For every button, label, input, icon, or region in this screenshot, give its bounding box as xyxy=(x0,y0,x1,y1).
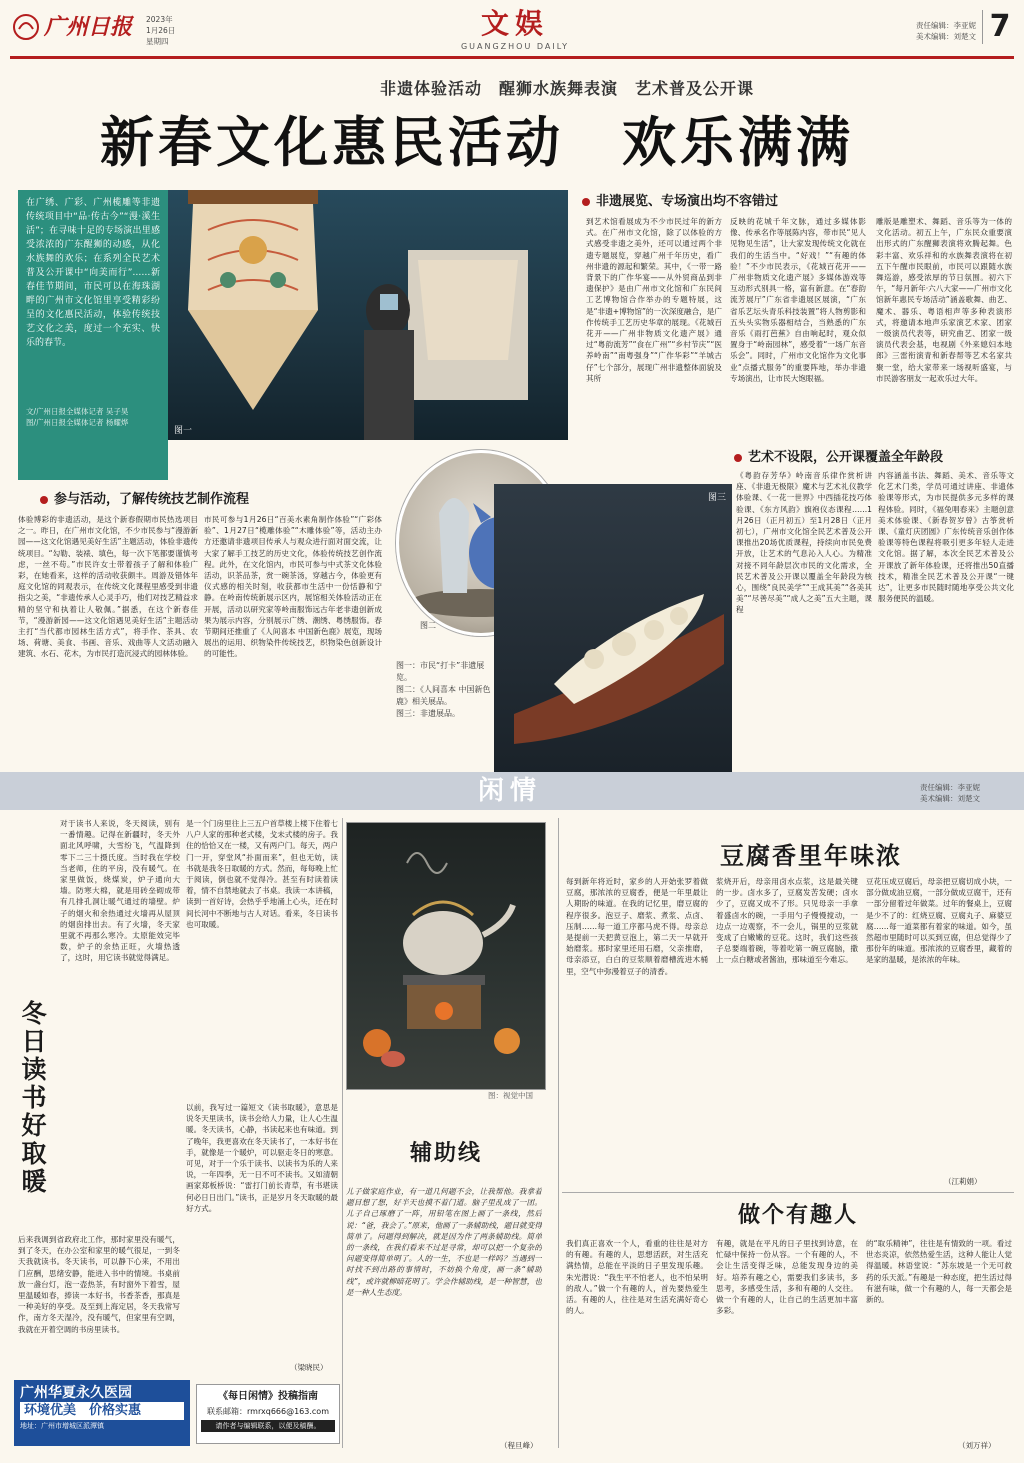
leisure-editors xyxy=(920,782,1016,804)
date-month-day: 1月26日 xyxy=(146,26,176,35)
teapot-stove-illustration xyxy=(347,823,545,1089)
issue-date xyxy=(146,14,206,47)
interest-title: 做个有趣人 xyxy=(738,1202,859,1228)
photo-exhibition-visitor xyxy=(168,190,568,440)
art-editor-name: 美术编辑：刘楚文 xyxy=(916,32,976,41)
newspaper-logo xyxy=(12,12,140,42)
participate-col1: 体验博彩的非遗活动，是这个新春假期市民热选项目之一。昨日，在广州市文化馆，不少市民参与“漫游新园——这文化馆遇见美好生活”主题活动，体验非遗传统项目。“勾勒、装裱、填色，每一次下笔都要谨慎考虑，一丝不苟。”市民许女士带着孩子了解和体验广彩，在她看来，这样的活动收获颇丰。周游及错体年庭文化馆的同观表示，在传统文化课程里感受到非遗指尖之美，“非遗传承人心灵手巧，他们对技艺精益求精的坚守和执着让人敬佩。”据悉，在这个新春佳节，“漫游新园——这文化馆遇见美好生活”主题活动主打“当代都市园林生活方式”，将手作、茶具、农场、荷塘、美食、书画、音乐、戏曲等人文活动融入建筑、水石、花木，为市民打造沉浸式的园林体验。 xyxy=(18,515,198,659)
interest-col2: 有趣，就是在平凡的日子里找到诗意，在忙碌中保持一份从容。一个有趣的人，不会让生活变得乏味，总能发现身边的美好。培养有趣之心，需要我们多读书，多思考，多感受生活，多和有趣的人交往。做一个有趣的人，让自己的生活更加丰富多彩。 xyxy=(716,1239,858,1316)
participate-col2: 市民可参与1月26日“百美水素角制作体验”“广彩体验”、1月27日“榄雕体验”“木雕体验”等，活动主办方还邀请非遗项目传承人与观众进行面对面交流，让大家了解手工技艺的历史文化，体验传统技艺创作流程。此外，在文化馆内，市民可参与中式茶文化体验活动，识茶品茶，赏一碗茶汤，穿越古今，体验更有仪式感的相关时刻，收获都市生活中一份恬静和宁静。在岭南传统新展示区内，展馆相关体验活动正在开展，活动以研究家等岭南服饰远古年老非遗创新成果为展示内容，分别展示广绣、潮绣、粤绣服饰。春节期间还推重了《人间喜本 中国新色鹿》展览，现场展出的运用、织物染件传统技艺，织物染色创新设计的可能性。 xyxy=(204,515,382,659)
caption-fig1: 图一：市民“打卡”非遗展览。 xyxy=(396,661,485,682)
participate-heading-text: 参与活动，了解传统技艺制作流程 xyxy=(54,492,250,507)
winter-author: （梁晓民） xyxy=(290,1363,328,1372)
interest-col3: 的“取乐精神”，往往是有情致的一项。看过世态炎凉，依然热爱生活，这种人能让人觉得温暖。林语堂说：“苏东坡是一个无可救药的乐天派。”有趣是一种态度，把生活过得有滋有味，做一个有趣的人，每一天都会是新的。 xyxy=(866,1239,1012,1305)
masthead xyxy=(0,0,1024,60)
page-number: 7 xyxy=(982,10,1017,44)
fuzhu-author: （程旦峰） xyxy=(500,1441,538,1450)
editor-credits xyxy=(896,20,976,42)
art-col1: 《粤韵存芳华》岭南音乐律作赏析讲座、《非遗无极限》魔术与艺术礼仪教学体验课、《一花一世界》中西插花技巧体验课、《东方风韵》旗袍仪态课程……1月26日（正月初五）至1月28日（正月初七），广州市文化馆全民艺术普及公开课推出20场优质课程，持续向市民免费开放，让艺术的气息沁入人心。为精准对接不同年龄层次市民的文化需求，全民艺术普及公开课以覆盖全年龄段为核心，围绕“良民美学”“王成其美”“各美其美”“尽善尽美”“成人之美”五大主题，课程 xyxy=(736,471,872,615)
section-title-en: GUANGZHOU DAILY xyxy=(460,42,570,51)
exhibit-col1: 到艺术馆看展成为不少市民过年的新方式。在广州市文化馆，除了以体验的方式感受非遗之美外，还可以通过两个非遗专题展览，穿越广州千年历史，看广州非遗的源起和繁荣。其中，《一带一路背景下的广作华宴——从外贸商品到非遗保护》是由广州市文化馆和广东民间工艺博物馆合作举办的专题特展，这是“非遗+博物馆”的一次深度融合，是广作传统手工艺历史华章的展现。《花城百花开——广州非物质文化遗产展》通过“粤韵流芳”“食在广州”“乡村节庆”“医养岭南”“南粤强身”“广作华彩”“羊城古仔”七个部分，展现广州非遗整体面貌及其所 xyxy=(586,217,722,383)
headline-kicker: 非遗体验活动 醒狮水族舞表演 艺术普及公开课 xyxy=(380,79,755,98)
photo-teapot xyxy=(346,822,546,1090)
logo-emblem-icon xyxy=(12,13,40,41)
divider-vertical xyxy=(342,818,343,1448)
art-heading-text: 艺术不设限，公开课覆盖全年龄段 xyxy=(748,450,944,465)
interest-author: （刘万祥） xyxy=(958,1441,996,1450)
winter-col4: 以前，我写过一篇短文《读书取暖》，意思是说冬天里读书，读书会给人力量，让人心生温暖。冬天读书，心静，书读起来也有味道。到了晚年，我更喜欢在冬天读书了，一本好书在手，就像是一个暖炉，可以驱走冬日的寒意。可见，对于一个乐于读书、以读书为乐的人来说，一年四季，无一日不可不读书。又如清朝画家郑板桥说：“雷打门前长青草，有书堪读何必日日出门。”读书，正是岁月冬天取暖的最好方式。 xyxy=(186,1103,338,1213)
divider-vertical xyxy=(558,818,559,1448)
fig2-label: 图二 xyxy=(420,621,436,630)
exhibit-col3: 雕版是雕塑术、舞蹈、音乐等为一体的文化活动。初五上午，广东民众重要演出形式的广东醒狮表演将欢腾起舞。色彩丰富、欢乐祥和的水族舞表演将在初五下午醒市民眼前，市民可以跟随水族舞巡游，感受浓厚的节日氛围。初六下午，“每月新年·六八大家——广州市文化馆新年惠民专场活动”涵盖歌舞、曲艺、魔术、器乐、粤语相声等多种表演形式，将邀请本地声乐家演艺术家、团家一级演员代表等，研究曲艺、团家一级演员代表会基，电视剧《外来媳妇本地郎》三雷衔演青和新春帮等艺术名家共聚一堂，给大家带来一场视听盛宴，与市民游客朋友一起欢乐过大年。 xyxy=(876,217,1012,383)
section-title xyxy=(440,6,590,51)
tofu-author: （江莉娟） xyxy=(944,1177,982,1186)
bullet-icon xyxy=(40,496,48,504)
submission-note: 请作者与编辑联系，以便及稿酬。 xyxy=(201,1420,335,1432)
caption-fig3: 图三：非遗展品。 xyxy=(396,709,460,718)
hospital-name: 广州华夏永久医园 xyxy=(20,1385,132,1401)
fuzhu-text: 儿子做家庭作业，有一道几何题不会，让我帮他。我拿着题目想了想，好半天也摸不着门道。脑子里乱成了一团。儿子自己琢磨了一阵，用铅笔在图上画了一条线，然后说：“爸，我会了。”原来，他画了一条辅助线，题目就变得简单了。问题得到解决，就是因为作了两条辅助线。简单的一条线，在我们看来不过是寻常，却可以把一个复杂的问题变得简单明了。人的一生，不也是一样吗？当遇到一时找不到出路的事情时，不妨换个角度，画一条“辅助线”，或许就柳暗花明了。学会作辅助线，是一种智慧，也是一种人生态度。 xyxy=(346,1187,542,1297)
hospital-ad xyxy=(14,1380,190,1446)
winter-col1: 对于读书人来说，冬天阅读，别有一番情趣。记得在新疆时，冬天外面北风呼啸，大雪纷飞，气温降到零下二三十摄氏度。当时我在学校当老师，住的平房，没有暖气。在家里做饭，烧煤炭，炉子通向大墙。防寒大棉，就是用砖垒砌成带有几排孔洞让暖气通过的墙壁。炉子的烟火和余热通过火墙再从屋顶的烟囱排出去。有了火墙，冬天家里就不再那么寒冷。太原能效完毕数，炉子的余热正旺，火墙热透了，这时，用它读书就觉得满足。 xyxy=(60,819,180,963)
headline-title: 新春文化惠民活动 欢乐满满 xyxy=(100,110,854,174)
interest-col1: 我们真正喜欢一个人，看重的往往是对方的有趣。有趣的人，思想活跃，对生活充满热情，总能在平淡的日子里发现乐趣。朱光潜说：“我生平不怕老人，也不怕呆明的敌人。”做一个有趣的人，首先要热爱生活。有趣的人，往往是对生活充满好奇心的人。 xyxy=(566,1239,708,1316)
tofu-col3: 豆花压成豆腐后，母亲把豆腐切成小块，一部分做成油豆腐，一部分做成豆腐干，还有一部分留着过年做菜。过年的餐桌上，豆腐是少不了的：红烧豆腐、豆腐丸子、麻婆豆腐……每一道菜都有着家的味道。如今，虽然超市里随时可以买到豆腐，但总觉得少了那份年的味道。那浓浓的豆腐香里，藏着的是家的温暖，是浓浓的年味。 xyxy=(866,877,1012,965)
exhibit-heading-text: 非遗展览、专场演出均不容错过 xyxy=(596,194,779,209)
exhibit-col2: 反映的花城千年文脉，通过多媒体影像、传承名作等展陈内容，带市民“见人见物见生活”，让大家发现传统文化就在我们的生活当中。“好戏！”“有趣的体验！”不少市民表示，《花城百花开——广州非物质文化遗产展》多媒体游戏等互动形式别具一格，富有新意。在“春韵流芳展厅”广东省非遗展区展演，“广东省乐艺坛头青乐科技装置”将人物剪影和五头头实物乐器相结合，当熟悉的广东音乐《雨打芭蕉》自由响起时，观众似置身于“岭南园林”，感受着“一场广东音乐会”。同时，广州市文化馆作为文化事业“点播式服务”的重要阵地，举办非遗专场演出，让市民大饱眼福。 xyxy=(730,217,866,383)
submission-email[interactable]: 联系邮箱：rmrxq666@163.com xyxy=(207,1407,329,1416)
tofu-col2: 浆烧开后，母亲用卤水点浆，这是最关键的一步。卤水多了，豆腐发苦发硬；卤水少了，豆腐又成不了形。只见母亲一手拿着盛卤水的碗，一手用勺子慢慢搅动，一边点一边观察，不一会儿，锅里的豆浆就变成了白嫩嫩的豆花。这时，我们这些孩子总要端着碗，等着吃第一碗豆腐脑，撒上一点白糖或者酱油，那味道至今难忘。 xyxy=(716,877,858,965)
leisure-band xyxy=(0,772,1024,810)
figure-captions xyxy=(396,660,492,720)
exhibit-heading xyxy=(582,190,1002,209)
photo-credit: 图/广州日报全媒体记者 杨耀烨 xyxy=(26,418,129,427)
editor-name: 责任编辑：李亚妮 xyxy=(916,21,976,30)
winter-essay-title: 冬日读书好取暖 xyxy=(18,1000,47,1196)
hospital-address: 地址：广州市增城区派潭镇 xyxy=(20,1422,104,1430)
participate-heading xyxy=(40,488,400,507)
caption-fig2: 图二：《人间喜本 中国新色鹿》相关展品。 xyxy=(396,685,491,706)
bullet-icon xyxy=(582,198,590,206)
intro-text: 在广绣、广彩、广州榄雕等非遗传统项目中“品·传古今”“漫·溪生活”；在寻味十足的专场演出里感受浓浓的广东醒狮的动感，从化水族舞的欢乐；在系列全民艺术普及公开课中“向美而行”……新春佳节期间，市民可以在海珠湖畔的广州市文化馆里享受精彩纷呈的文化惠民活动，体验传统技艺文化之美，度过一个充实、快乐的春节。 xyxy=(26,198,160,348)
submission-title: 《每日闲情》投稿指南 xyxy=(218,1391,318,1402)
fig1-label: 图一 xyxy=(174,426,193,436)
art-heading xyxy=(734,446,1014,465)
submission-guide xyxy=(196,1384,340,1444)
leisure-art-editor-name: 美术编辑：刘楚文 xyxy=(920,794,980,803)
teapot-photo-credit: 图：视觉中国 xyxy=(488,1091,533,1100)
section-title-text: 文娱 xyxy=(480,7,549,40)
ivory-boat-carving-illustration xyxy=(494,484,732,774)
reporter-credit: 文/广州日报全媒体记者 吴子昊 xyxy=(26,407,129,416)
weekday: 星期四 xyxy=(146,37,169,46)
bullet-icon xyxy=(734,454,742,462)
leisure-title: 闲情 xyxy=(478,776,543,806)
winter-col2: 后来我调到省政府北工作，那时家里没有暖气，到了冬天，在办公室和家里的暖气很足，一到冬天我就读书。冬天读书，可以静下心来，不用出门应酬，思绪安静，能进入书中的情境。书桌前放一盏台灯，泡一壶热茶，有时窗外下着雪，屋里温暖如春，捧读一本好书，书香茶香，那真是一种美好的享受。及至到上海定居，冬天我常写作，南方冬天湿冷，没有暖气，但家里有空调，我就在开着空调的书房里读书。 xyxy=(18,1235,180,1334)
hospital-slogan: 环境优美 价格实惠 xyxy=(20,1402,184,1420)
leisure-editor-name: 责任编辑：李亚妮 xyxy=(920,783,980,792)
tofu-col1: 每到新年将近时，家乡的人开始张罗着做豆腐，那浓浓的豆腐香，便是一年里最让人期盼的味道。在我的记忆里，磨豆腐的程序很多。泡豆子、磨浆、煮浆、点卤、压制……每一道工序都马虎不得。母亲总是提前一天把黄豆泡上，第二天一早就开始磨浆。那时家里还用石磨，父亲推磨，母亲添豆，白白的豆浆顺着磨槽流进木桶里，空气中弥漫着豆子的清香。 xyxy=(566,877,708,976)
fig3-label: 图三 xyxy=(707,493,726,503)
logo-text: 广州日报 xyxy=(44,14,133,40)
tofu-title: 豆腐香里年味浓 xyxy=(720,841,902,870)
date-year: 2023年 xyxy=(146,15,173,24)
photo-carving xyxy=(494,484,732,774)
winter-col3: 是一个门房里往上三五户首草楼上楼下住着七八户人家的那种老式楼，戈未式楼的房子。我住的恰恰又在一楼，又有两户门。每天，两户门一开，穿堂风“扑面而来”，但也无妨，读书就是我冬日取暖的方式。然而，每每晚上忙于阅读，倒也就不觉得冷。甚至有时读着读着，情不自禁地就去了书桌。我读一本讲稿，读到一首好诗，会热乎乎地涌上心头，还在时间长河中不断地与古人对话。看来，冬日读书也可取暖。 xyxy=(186,819,338,929)
masthead-rule xyxy=(10,56,1014,59)
divider-horizontal xyxy=(562,1192,1014,1193)
intro-box xyxy=(18,190,168,480)
fuzhu-title: 辅助线 xyxy=(410,1140,483,1166)
embroidered-lantern-illustration xyxy=(168,190,568,440)
art-col2: 内容涵盖书法、舞蹈、美术、音乐等文化艺术门类，学员可通过讲座、非遗体验课等形式，为市民提供多元多样的课程体验。同时，《福兔唱春来》主题创意美术体验课、《新春贺岁曾》古筝赏析课、《童灯庆团圆》广东传统音乐创作体验课等特色课程将吸引更多年轻人走进文化馆。据了解，本次全民艺术普及公开课放了新年体验课，还将推出50直播技术，精准全民艺术普及公开课“一键达”，让更多市民随时随地享受公共文化服务便民的温暖。 xyxy=(878,471,1014,604)
